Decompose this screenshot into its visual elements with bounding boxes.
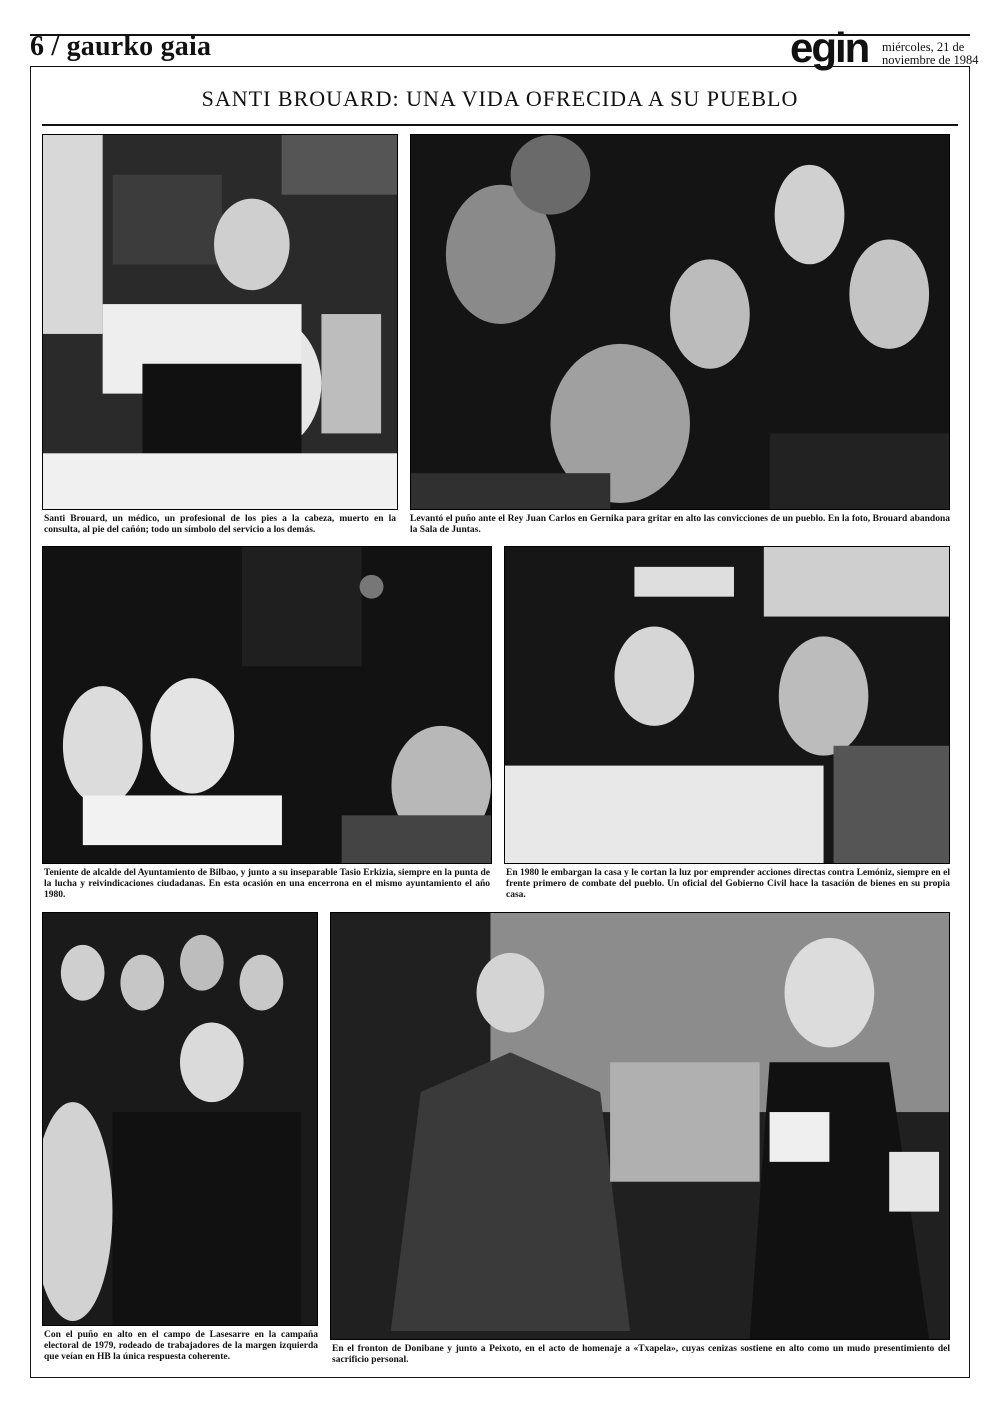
- photo-lasesarre-rally: [42, 912, 318, 1326]
- page-section-label: 6 / gaurko gaia: [30, 31, 212, 62]
- page-headline: SANTI BROUARD: UNA VIDA OFRECIDA A SU PUEBLO: [201, 86, 799, 111]
- issue-date: [882, 41, 979, 67]
- photo-doctor-at-desk: [42, 134, 398, 510]
- page-number: 6: [30, 31, 45, 62]
- caption-photo-4: En 1980 le embargan la casa y le cortan la luz por emprender acciones directas contra Lemóniz, siempre en el frente primero de combate del pueblo. Un oficial del Gobierno Civil hace la tasación de bienes en su propia casa.: [506, 868, 950, 900]
- newspaper-logo: egin: [790, 24, 869, 71]
- date-line-2: noviembre de 1984: [882, 53, 979, 67]
- caption-photo-2: Levantó el puño ante el Rey Juan Carlos en Gernika para gritar en alto las convicciones de un pueblo. En la foto, Brouard abandona la Sala de Juntas.: [410, 514, 950, 535]
- photo-city-hall-meeting: [42, 546, 492, 864]
- photo-gernika-crowd: [410, 134, 950, 510]
- caption-photo-6: En el fronton de Donibane y junto a Peixoto, en el acto de homenaje a «Txapela», cuyas cenizas sostiene en alto como un mudo presentimiento del sacrificio personal.: [332, 1344, 950, 1365]
- caption-photo-3: Teniente de alcalde del Ayuntamiento de Bilbao, y junto a su inseparable Tasio Erkizia, siempre en la punta de la lucha y reivindicaciones ciudadanas. En esta ocasión en una encerrona en el mismo ayuntamiento el año 1980.: [44, 868, 490, 900]
- date-line-1: miércoles, 21 de: [882, 40, 965, 54]
- photo-donibane-homage: [330, 912, 950, 1340]
- caption-photo-1: Santi Brouard, un médico, un profesional de los pies a la cabeza, muerto en la consulta, al pie del cañón; todo un símbolo del servicio a los demás.: [44, 514, 396, 535]
- section-name: gaurko gaia: [66, 31, 212, 62]
- photo-house-seizure: [504, 546, 950, 864]
- headline-rule: [42, 124, 958, 126]
- caption-photo-5: Con el puño en alto en el campo de Lasesarre en la campaña electoral de 1979, rodeado de trabajadores de la margen izquierda que veían en HB la única respuesta coherente.: [44, 1330, 318, 1362]
